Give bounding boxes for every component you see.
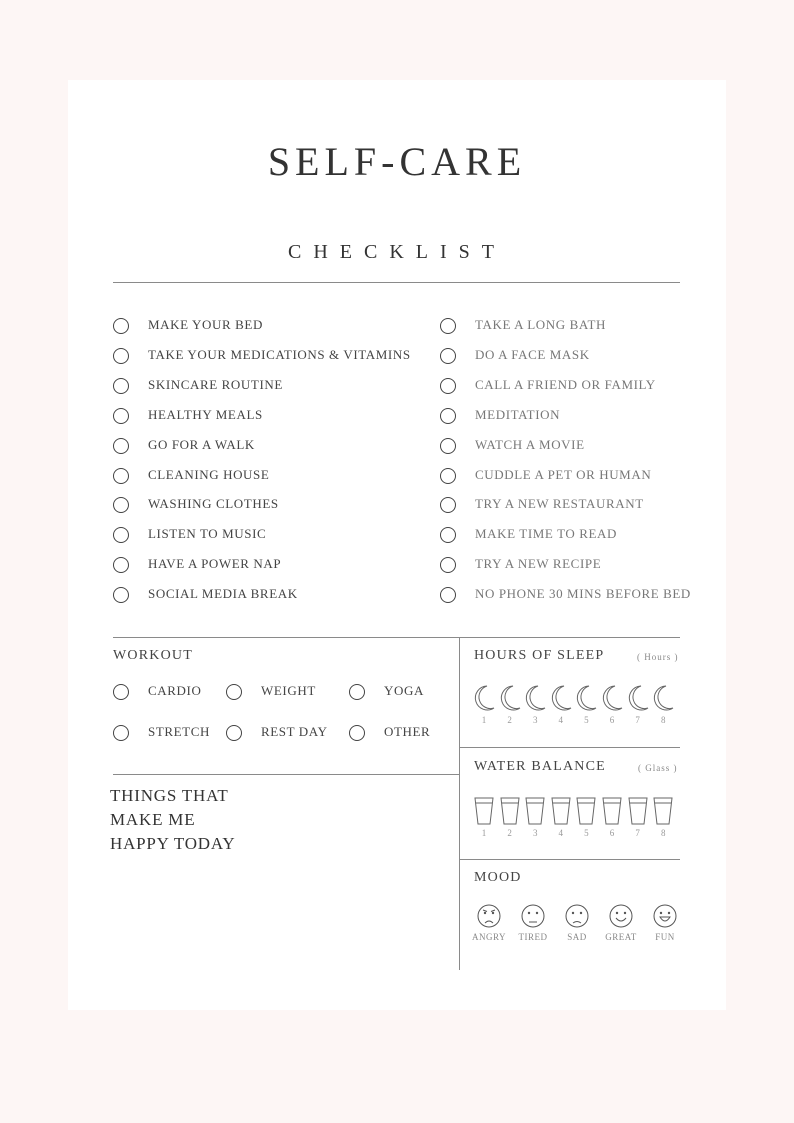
laughing-face-icon[interactable] [653, 904, 677, 928]
crescent-moon-icon[interactable] [574, 684, 598, 712]
checklist-item-label: MEDITATION [475, 406, 561, 422]
checklist-item-label: CALL A FRIEND OR FAMILY [475, 376, 656, 392]
checkbox-circle[interactable] [440, 438, 456, 454]
glass-icon[interactable] [499, 796, 521, 826]
checklist-item-label: TRY A NEW RECIPE [475, 556, 602, 572]
sleep-title: HOURS OF SLEEP [474, 648, 605, 663]
checkbox-circle[interactable] [113, 318, 129, 334]
checklist-item-label: CUDDLE A PET OR HUMAN [475, 466, 652, 482]
mood-label: ANGRY [471, 932, 506, 942]
workout-option-label: OTHER [384, 724, 431, 739]
checkbox-circle[interactable] [440, 468, 456, 484]
checkbox-circle[interactable] [113, 348, 129, 364]
checkbox-circle[interactable] [440, 527, 456, 543]
glass-icon[interactable] [524, 796, 546, 826]
workout-option-label: YOGA [384, 683, 424, 698]
checkbox-circle[interactable] [113, 438, 129, 454]
checkbox-circle[interactable] [440, 497, 456, 513]
crescent-moon-icon[interactable] [523, 684, 547, 712]
happy-today-heading [110, 784, 235, 856]
checkbox-circle[interactable] [113, 587, 129, 603]
checkbox-circle[interactable] [440, 587, 456, 603]
mood-label: GREAT [605, 932, 637, 942]
column-divider [459, 637, 460, 970]
crescent-moon-icon[interactable] [600, 684, 624, 712]
workout-option-label: REST DAY [261, 724, 328, 739]
workout-divider [113, 774, 459, 775]
crescent-moon-icon[interactable] [498, 684, 522, 712]
workout-checkbox[interactable] [349, 684, 365, 700]
mood-label: TIRED [518, 932, 548, 942]
crescent-moon-icon[interactable] [472, 684, 496, 712]
glass-icon[interactable] [627, 796, 649, 826]
checkbox-circle[interactable] [440, 348, 456, 364]
glass-icon[interactable] [575, 796, 597, 826]
sleep-hour-number: 7 [635, 715, 640, 725]
water-glass-number: 1 [481, 828, 487, 838]
checkbox-circle[interactable] [440, 378, 456, 394]
glass-icon[interactable] [652, 796, 674, 826]
checkbox-circle[interactable] [113, 468, 129, 484]
checkbox-circle[interactable] [440, 408, 456, 424]
checklist-sheet [68, 80, 726, 1010]
page-subtitle: CHECKLIST [288, 241, 506, 263]
checklist-item-label: TAKE A LONG BATH [475, 317, 606, 332]
glass-icon[interactable] [473, 796, 495, 826]
happy-line: THINGS THAT [110, 786, 229, 805]
workout-checkbox[interactable] [226, 725, 242, 741]
water-glass-number: 8 [660, 828, 666, 838]
workout-title: WORKOUT [113, 648, 193, 663]
crescent-moon-icon[interactable] [549, 684, 573, 712]
mood-label: FUN [655, 932, 675, 942]
sleep-hour-number: 4 [558, 715, 564, 725]
checklist-item-label: NO PHONE 30 MINS BEFORE BED [475, 586, 691, 602]
checkbox-circle[interactable] [440, 557, 456, 573]
checkbox-circle[interactable] [113, 497, 129, 513]
glass-icon[interactable] [601, 796, 623, 826]
section-divider-top [113, 637, 680, 638]
workout-checkbox[interactable] [113, 684, 129, 700]
happy-line: MAKE ME [110, 810, 196, 829]
checklist-item-label: CLEANING HOUSE [148, 466, 270, 482]
smile-face-icon[interactable] [609, 904, 633, 928]
mood-title: MOOD [474, 870, 522, 885]
checklist-item-label: HAVE A POWER NAP [148, 556, 282, 572]
checkbox-circle[interactable] [113, 408, 129, 424]
sleep-note: ( Hours ) [637, 652, 679, 662]
checkbox-circle[interactable] [113, 378, 129, 394]
sleep-hour-number: 8 [660, 715, 666, 725]
checklist-item-label: WASHING CLOTHES [148, 496, 279, 512]
page-title: SELF-CARE [267, 139, 527, 184]
happy-line: HAPPY TODAY [110, 834, 236, 853]
sleep-hour-number: 5 [584, 715, 589, 725]
water-title: WATER BALANCE [474, 759, 606, 774]
workout-checkbox[interactable] [226, 684, 242, 700]
checklist-item-label: DO A FACE MASK [475, 346, 590, 362]
checklist-item-label: MAKE YOUR BED [148, 317, 263, 332]
checklist-item-label: SKINCARE ROUTINE [148, 376, 283, 392]
checklist-item-label: TRY A NEW RESTAURANT [475, 496, 644, 512]
workout-checkbox[interactable] [113, 725, 129, 741]
checklist-item-label: HEALTHY MEALS [148, 406, 263, 422]
checklist-item-label: SOCIAL MEDIA BREAK [148, 586, 298, 602]
water-note: ( Glass ) [638, 763, 678, 773]
sleep-hour-number: 3 [532, 715, 538, 725]
checkbox-circle[interactable] [113, 557, 129, 573]
checklist-item-label: MAKE TIME TO READ [475, 526, 618, 542]
workout-checkbox[interactable] [349, 725, 365, 741]
sleep-hour-number: 1 [481, 715, 487, 725]
sleep-hour-number: 2 [507, 715, 512, 725]
water-glass-number: 7 [635, 828, 640, 838]
glass-icon[interactable] [550, 796, 572, 826]
crescent-moon-icon[interactable] [651, 684, 675, 712]
checkbox-circle[interactable] [113, 527, 129, 543]
checkbox-circle[interactable] [440, 318, 456, 334]
sleep-hour-number: 6 [609, 715, 615, 725]
water-glass-number: 6 [609, 828, 615, 838]
water-glass-number: 2 [507, 828, 512, 838]
checklist-item-label: TAKE YOUR MEDICATIONS & VITAMINS [148, 346, 411, 362]
checklist-item-label: GO FOR A WALK [148, 436, 255, 452]
workout-option-label: WEIGHT [261, 683, 316, 698]
tired-face-icon[interactable] [521, 904, 545, 928]
water-divider [459, 859, 680, 860]
sad-face-icon[interactable] [565, 904, 589, 928]
mood-label: SAD [567, 932, 587, 942]
water-glass-number: 4 [558, 828, 564, 838]
workout-option-label: CARDIO [148, 683, 202, 698]
sleep-divider [459, 747, 680, 748]
water-glass-number: 3 [532, 828, 538, 838]
title-divider [113, 282, 680, 283]
checklist-item-label: LISTEN TO MUSIC [148, 526, 267, 542]
workout-option-label: STRETCH [148, 724, 210, 739]
checklist-item-label: WATCH A MOVIE [475, 436, 585, 452]
water-glass-number: 5 [584, 828, 589, 838]
angry-face-icon[interactable] [477, 904, 501, 928]
crescent-moon-icon[interactable] [626, 684, 650, 712]
